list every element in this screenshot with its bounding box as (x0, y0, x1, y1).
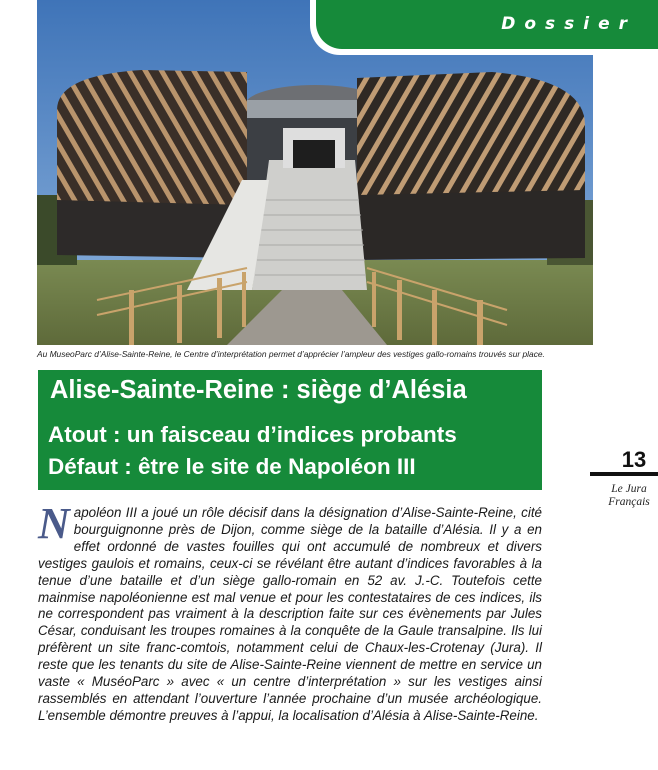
drop-cap: N (38, 499, 70, 548)
article-subtitle-defaut: Défaut : être le site de Napoléon III (48, 454, 416, 479)
article-body (38, 499, 542, 725)
journal-name: Le Jura Français (608, 483, 650, 508)
section-tab (316, 0, 658, 49)
article-title-box (38, 370, 542, 490)
article-body-text: apoléon III a joué un rôle décisif dans la désignation d’Alise-Sainte-Reine, cité bourguignonne près de Dijon, comme siège de la bataille d’Alésia. Il y a en effet ordonné de vastes fouilles qui ont accumulé de nombreux et divers vestiges gaulois et romains, ceux-ci se révélant être autant d’indices favorables à la tenue d’une bataille et d’un siège gallo-romain en 52 av. J.-C. Toutefois cette mainmise napoléonienne est mal venue et pour les contestataires de ces indices, ils ne correspondent pas vraiment à la description faite sur ces évènements par Jules César, conduisant les troupes romaines à la conquête de la Gaule transalpine. Ils lui préfèrent un site franc-comtois, notamment celui de Chaux-les-Crotenay (Jura). Il reste que les tenants du site de Alise-Sainte-Reine viennent de mettre en service un vaste « MuséoParc » avec « un centre d’interprétation » sur les vestiges ainsi rassemblés en attendant l’ouverture l’année prochaine d’un musée archéologique. L’ensemble démontre preuves à l’appui, la localisation d’Alésia à Alise-Sainte-Reine. (38, 505, 542, 723)
page-number: 13 (621, 447, 647, 472)
article-subtitle-atout: Atout : un faisceau d’indices probants (48, 422, 457, 447)
photo-caption: Au MuseoParc d’Alise-Sainte-Reine, le Centre d’interprétation permet d’apprécier l’ampleur des vestiges gallo-romains trouvés sur place. (37, 349, 545, 359)
page-number-rule (590, 472, 658, 476)
section-label: Dossier (501, 14, 636, 34)
article-title: Alise-Sainte-Reine : siège d’Alésia (50, 376, 467, 404)
